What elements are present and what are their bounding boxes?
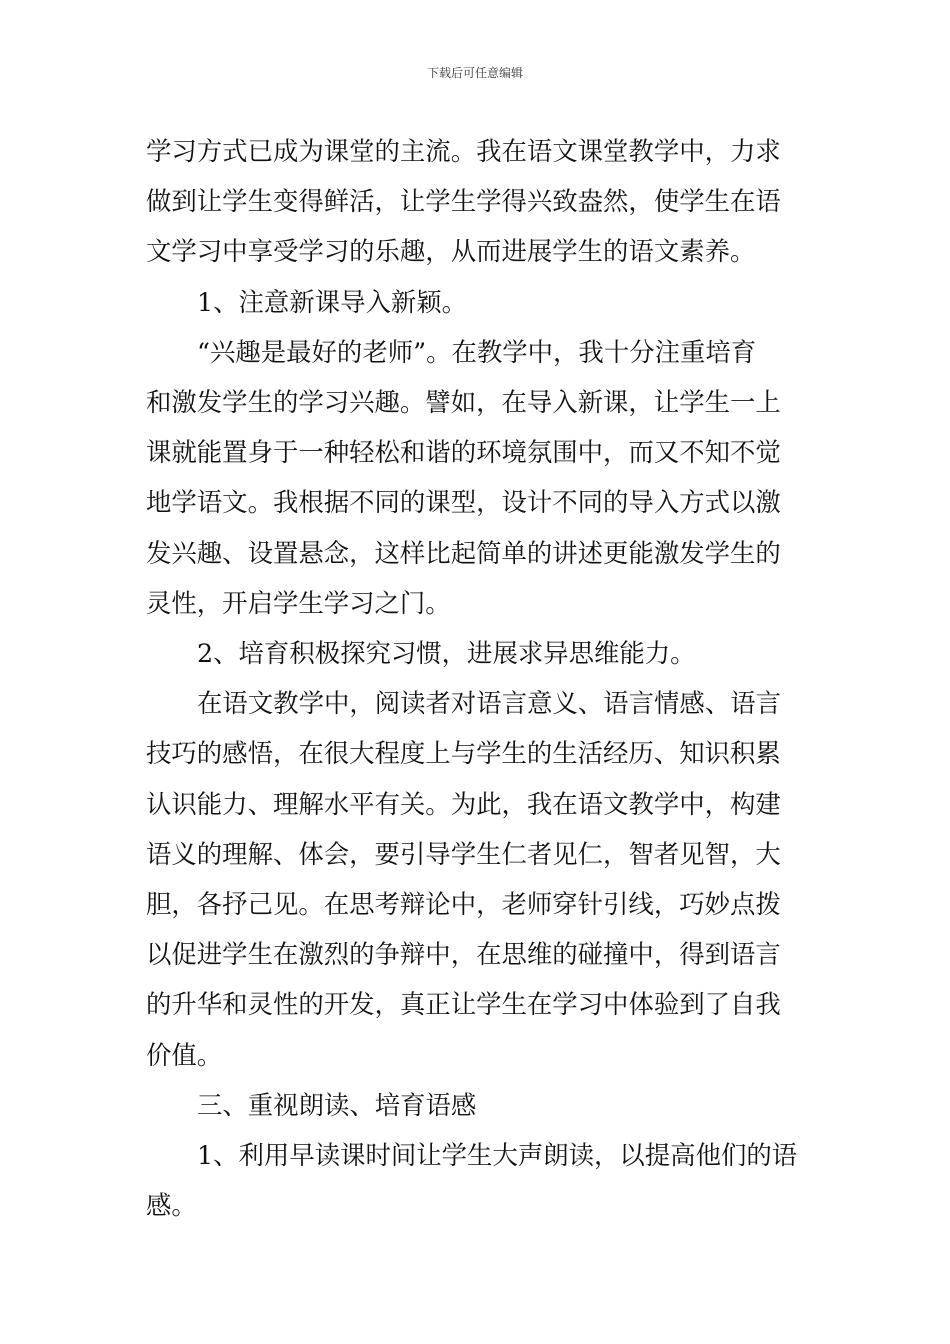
paragraph-line: 感。	[146, 1190, 197, 1221]
paragraph-line: 技巧的感悟，在很大程度上与学生的生活经历、知识积累	[146, 738, 781, 769]
paragraph-line: 胆，各抒己见。在思考辩论中，老师穿针引线，巧妙点拨	[146, 889, 781, 920]
paragraph-line: 在语文教学中，阅读者对语言意义、语言情感、语言	[197, 688, 781, 719]
paragraph-line: 以促进学生在激烈的争辩中，在思维的碰撞中，得到语言	[146, 939, 781, 970]
paragraph-line: 和激发学生的学习兴趣。譬如，在导入新课，让学生一上	[146, 387, 781, 418]
paragraph-line: 认识能力、理解水平有关。为此，我在语文教学中，构建	[146, 788, 781, 819]
paragraph-line: 三、重视朗读、培育语感	[197, 1089, 477, 1120]
paragraph-line: “兴趣是最好的老师”。在教学中，我十分注重培育	[197, 336, 757, 367]
paragraph-line: 1、注意新课导入新颖。	[197, 286, 468, 317]
paragraph-line: 价值。	[146, 1039, 223, 1070]
paragraph-line: 的升华和灵性的开发，真正让学生在学习中体验到了自我	[146, 989, 781, 1020]
page-header: 下载后可任意编辑	[426, 66, 523, 80]
paragraph-line: 语义的理解、体会，要引导学生仁者见仁，智者见智，大	[146, 838, 781, 869]
paragraph-line: 1、利用早读课时间让学生大声朗读，以提高他们的语	[197, 1140, 798, 1171]
paragraph-line: 课就能置身于一种轻松和谐的环境氛围中，而又不知不觉	[146, 437, 781, 468]
paragraph-line: 学习方式已成为课堂的主流。我在语文课堂教学中，力求	[146, 136, 781, 166]
paragraph-line: 2、培育积极探究习惯，进展求异思维能力。	[197, 638, 696, 669]
paragraph-line: 做到让学生变得鲜活，让学生学得兴致盎然，使学生在语	[146, 186, 781, 217]
body-text	[146, 126, 808, 1230]
paragraph-line: 文学习中享受学习的乐趣，从而进展学生的语文素养。	[146, 236, 756, 267]
paragraph-line: 地学语文。我根据不同的课型，设计不同的导入方式以激	[146, 487, 781, 518]
paragraph-line: 发兴趣、设置悬念，这样比起简单的讲述更能激发学生的	[146, 537, 781, 568]
paragraph-line: 灵性，开启学生学习之门。	[146, 587, 451, 618]
